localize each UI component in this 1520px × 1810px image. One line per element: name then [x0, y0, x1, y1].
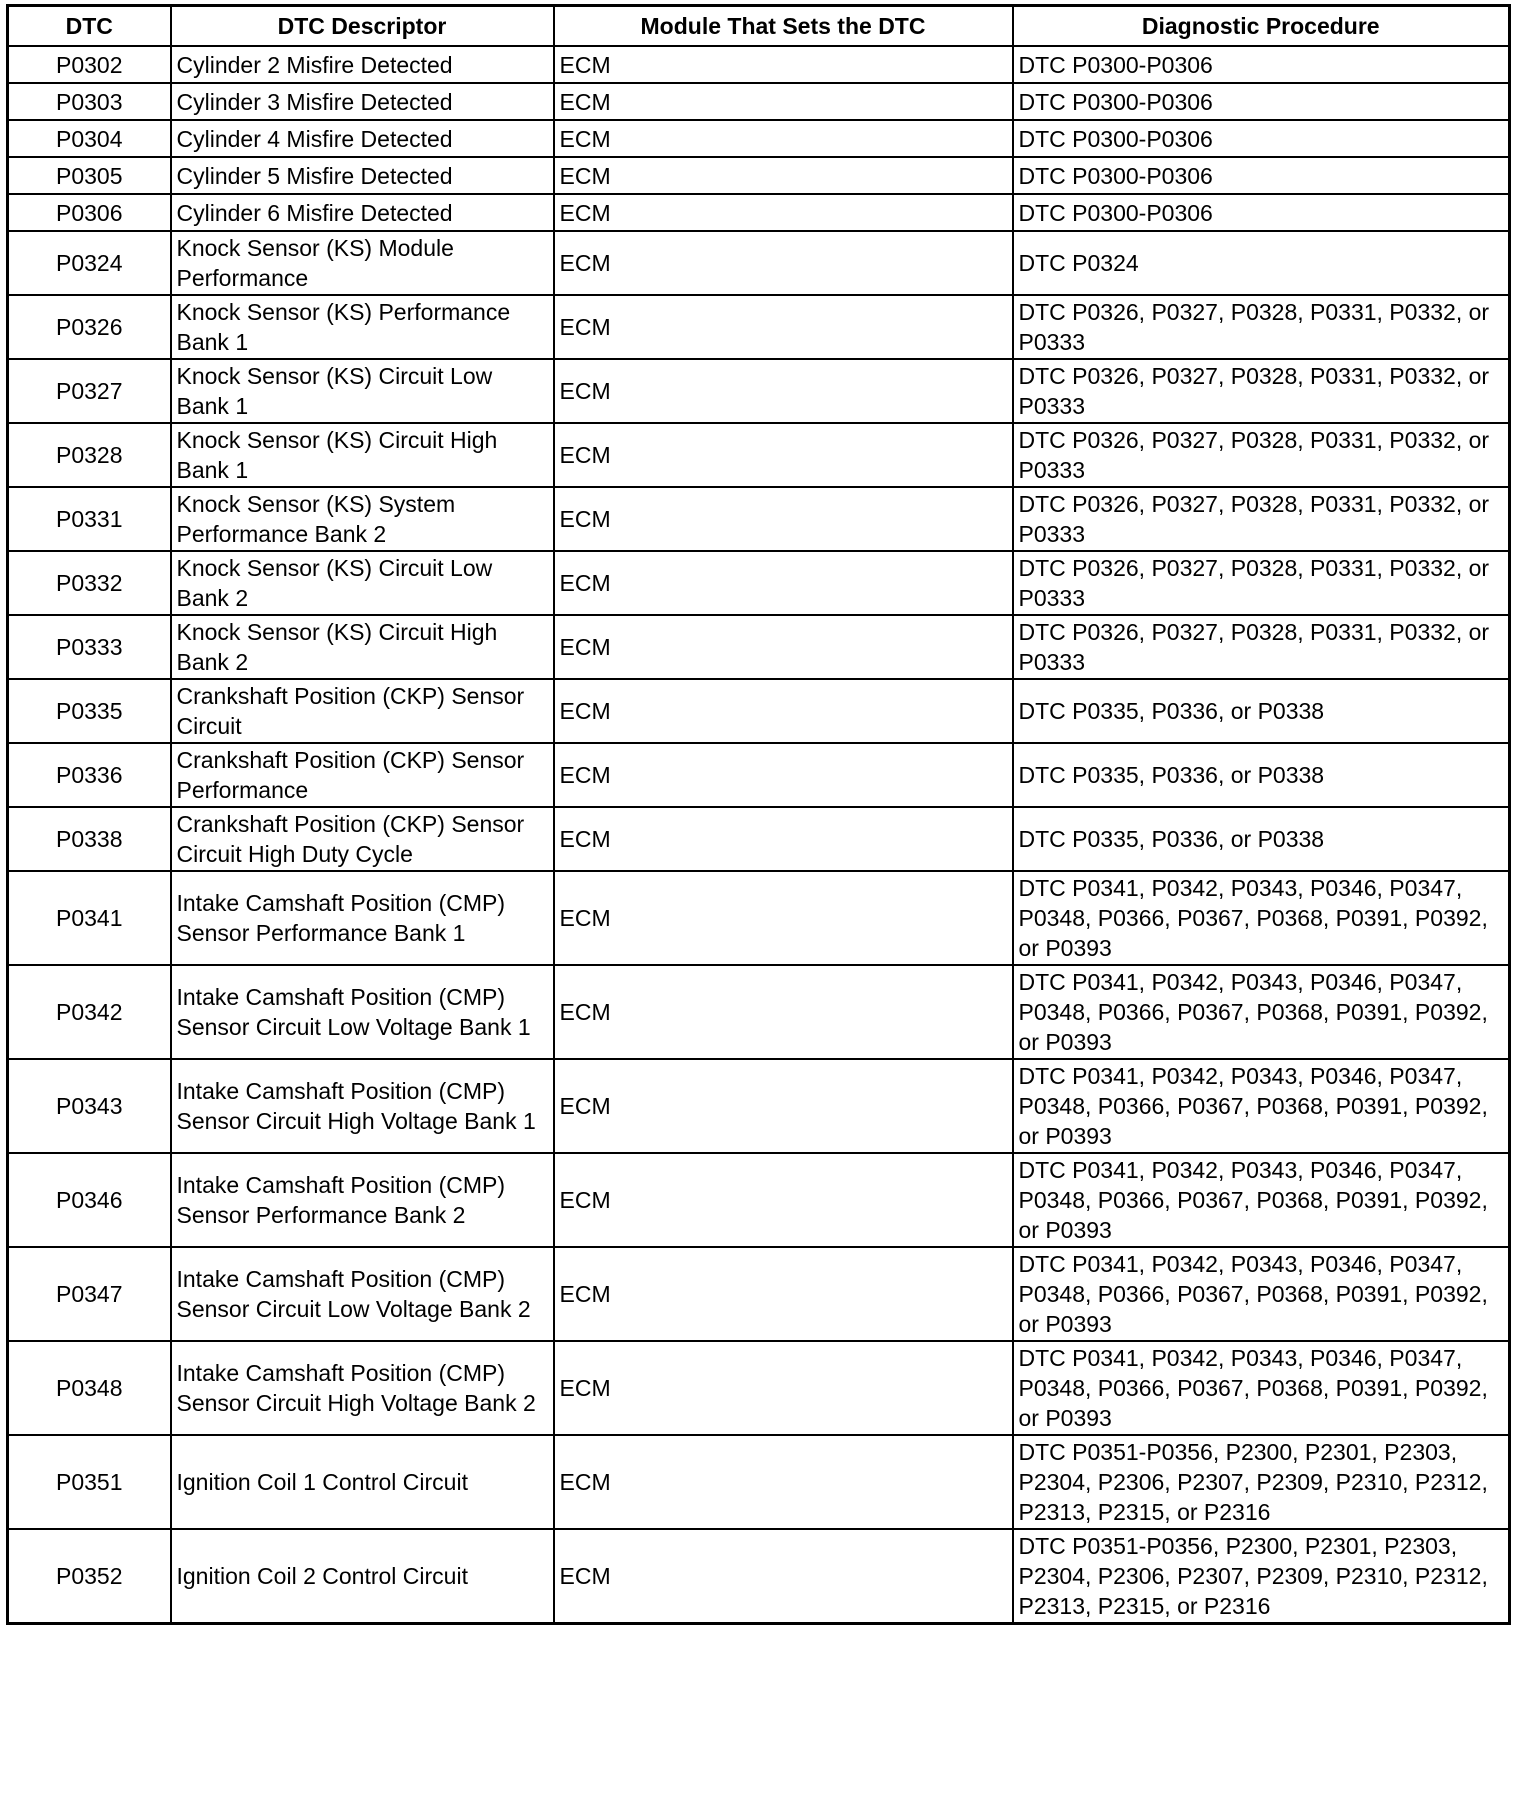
cell-module: ECM [554, 157, 1013, 194]
cell-dtc-code: P0302 [8, 46, 171, 83]
cell-diagnostic-procedure: DTC P0326, P0327, P0328, P0331, P0332, or P0333 [1013, 423, 1510, 487]
cell-diagnostic-procedure: DTC P0341, P0342, P0343, P0346, P0347, P0348, P0366, P0367, P0368, P0391, P0392, or P0393 [1013, 965, 1510, 1059]
cell-diagnostic-procedure: DTC P0300-P0306 [1013, 46, 1510, 83]
table-row [8, 120, 1510, 157]
cell-module: ECM [554, 1529, 1013, 1624]
cell-dtc-code: P0324 [8, 231, 171, 295]
cell-dtc-code: P0303 [8, 83, 171, 120]
cell-dtc-descriptor: Knock Sensor (KS) Circuit Low Bank 1 [171, 359, 554, 423]
cell-diagnostic-procedure: DTC P0341, P0342, P0343, P0346, P0347, P0348, P0366, P0367, P0368, P0391, P0392, or P0393 [1013, 1247, 1510, 1341]
dtc-table-container [6, 4, 1511, 1625]
cell-module: ECM [554, 551, 1013, 615]
cell-diagnostic-procedure: DTC P0341, P0342, P0343, P0346, P0347, P0348, P0366, P0367, P0368, P0391, P0392, or P0393 [1013, 1341, 1510, 1435]
cell-module: ECM [554, 1435, 1013, 1529]
cell-module: ECM [554, 487, 1013, 551]
cell-dtc-code: P0305 [8, 157, 171, 194]
cell-module: ECM [554, 423, 1013, 487]
table-header [8, 6, 1510, 47]
cell-dtc-code: P0338 [8, 807, 171, 871]
header-module: Module That Sets the DTC [554, 6, 1013, 47]
cell-dtc-descriptor: Cylinder 4 Misfire Detected [171, 120, 554, 157]
cell-module: ECM [554, 359, 1013, 423]
cell-diagnostic-procedure: DTC P0300-P0306 [1013, 157, 1510, 194]
cell-diagnostic-procedure: DTC P0326, P0327, P0328, P0331, P0332, or P0333 [1013, 487, 1510, 551]
cell-dtc-descriptor: Cylinder 3 Misfire Detected [171, 83, 554, 120]
cell-dtc-code: P0335 [8, 679, 171, 743]
cell-diagnostic-procedure: DTC P0326, P0327, P0328, P0331, P0332, or P0333 [1013, 359, 1510, 423]
cell-dtc-descriptor: Knock Sensor (KS) System Performance Bank 2 [171, 487, 554, 551]
cell-dtc-descriptor: Intake Camshaft Position (CMP) Sensor Circuit High Voltage Bank 2 [171, 1341, 554, 1435]
cell-diagnostic-procedure: DTC P0341, P0342, P0343, P0346, P0347, P0348, P0366, P0367, P0368, P0391, P0392, or P0393 [1013, 1059, 1510, 1153]
cell-diagnostic-procedure: DTC P0326, P0327, P0328, P0331, P0332, or P0333 [1013, 295, 1510, 359]
cell-dtc-code: P0348 [8, 1341, 171, 1435]
table-row [8, 1153, 1510, 1247]
cell-diagnostic-procedure: DTC P0351-P0356, P2300, P2301, P2303, P2304, P2306, P2307, P2309, P2310, P2312, P2313, P2315, or P2316 [1013, 1435, 1510, 1529]
cell-dtc-code: P0333 [8, 615, 171, 679]
table-row [8, 871, 1510, 965]
cell-module: ECM [554, 194, 1013, 231]
header-row [8, 6, 1510, 47]
cell-dtc-code: P0332 [8, 551, 171, 615]
table-row [8, 46, 1510, 83]
cell-dtc-code: P0341 [8, 871, 171, 965]
cell-diagnostic-procedure: DTC P0326, P0327, P0328, P0331, P0332, or P0333 [1013, 551, 1510, 615]
header-dtc-descriptor: DTC Descriptor [171, 6, 554, 47]
table-row [8, 1247, 1510, 1341]
cell-dtc-code: P0327 [8, 359, 171, 423]
cell-dtc-descriptor: Intake Camshaft Position (CMP) Sensor Performance Bank 1 [171, 871, 554, 965]
header-dtc: DTC [8, 6, 171, 47]
table-body [8, 46, 1510, 1624]
cell-dtc-descriptor: Cylinder 6 Misfire Detected [171, 194, 554, 231]
cell-dtc-code: P0346 [8, 1153, 171, 1247]
cell-module: ECM [554, 120, 1013, 157]
cell-module: ECM [554, 1153, 1013, 1247]
table-row [8, 679, 1510, 743]
cell-diagnostic-procedure: DTC P0335, P0336, or P0338 [1013, 679, 1510, 743]
header-diagnostic-procedure: Diagnostic Procedure [1013, 6, 1510, 47]
table-row [8, 1529, 1510, 1624]
cell-diagnostic-procedure: DTC P0335, P0336, or P0338 [1013, 807, 1510, 871]
cell-diagnostic-procedure: DTC P0351-P0356, P2300, P2301, P2303, P2304, P2306, P2307, P2309, P2310, P2312, P2313, P2315, or P2316 [1013, 1529, 1510, 1624]
cell-diagnostic-procedure: DTC P0324 [1013, 231, 1510, 295]
table-row [8, 743, 1510, 807]
cell-module: ECM [554, 743, 1013, 807]
table-row [8, 807, 1510, 871]
cell-module: ECM [554, 807, 1013, 871]
cell-module: ECM [554, 295, 1013, 359]
cell-module: ECM [554, 1341, 1013, 1435]
cell-dtc-descriptor: Crankshaft Position (CKP) Sensor Performance [171, 743, 554, 807]
cell-diagnostic-procedure: DTC P0326, P0327, P0328, P0331, P0332, or P0333 [1013, 615, 1510, 679]
cell-dtc-descriptor: Intake Camshaft Position (CMP) Sensor Circuit High Voltage Bank 1 [171, 1059, 554, 1153]
cell-diagnostic-procedure: DTC P0300-P0306 [1013, 120, 1510, 157]
cell-module: ECM [554, 871, 1013, 965]
table-row [8, 423, 1510, 487]
cell-diagnostic-procedure: DTC P0341, P0342, P0343, P0346, P0347, P0348, P0366, P0367, P0368, P0391, P0392, or P0393 [1013, 1153, 1510, 1247]
cell-dtc-code: P0343 [8, 1059, 171, 1153]
cell-diagnostic-procedure: DTC P0341, P0342, P0343, P0346, P0347, P0348, P0366, P0367, P0368, P0391, P0392, or P0393 [1013, 871, 1510, 965]
cell-dtc-descriptor: Knock Sensor (KS) Circuit High Bank 2 [171, 615, 554, 679]
cell-dtc-descriptor: Crankshaft Position (CKP) Sensor Circuit [171, 679, 554, 743]
cell-dtc-code: P0336 [8, 743, 171, 807]
cell-diagnostic-procedure: DTC P0335, P0336, or P0338 [1013, 743, 1510, 807]
cell-dtc-code: P0326 [8, 295, 171, 359]
cell-dtc-descriptor: Knock Sensor (KS) Module Performance [171, 231, 554, 295]
cell-dtc-descriptor: Intake Camshaft Position (CMP) Sensor Circuit Low Voltage Bank 1 [171, 965, 554, 1059]
cell-dtc-code: P0331 [8, 487, 171, 551]
table-row [8, 551, 1510, 615]
cell-module: ECM [554, 83, 1013, 120]
cell-module: ECM [554, 46, 1013, 83]
cell-dtc-descriptor: Knock Sensor (KS) Circuit Low Bank 2 [171, 551, 554, 615]
cell-module: ECM [554, 1247, 1013, 1341]
cell-dtc-descriptor: Knock Sensor (KS) Performance Bank 1 [171, 295, 554, 359]
table-row [8, 359, 1510, 423]
cell-dtc-code: P0306 [8, 194, 171, 231]
cell-dtc-descriptor: Ignition Coil 2 Control Circuit [171, 1529, 554, 1624]
table-row [8, 1435, 1510, 1529]
table-row [8, 965, 1510, 1059]
cell-dtc-code: P0304 [8, 120, 171, 157]
cell-dtc-code: P0347 [8, 1247, 171, 1341]
table-row [8, 194, 1510, 231]
cell-module: ECM [554, 965, 1013, 1059]
table-row [8, 1341, 1510, 1435]
cell-dtc-descriptor: Intake Camshaft Position (CMP) Sensor Circuit Low Voltage Bank 2 [171, 1247, 554, 1341]
table-row [8, 487, 1510, 551]
table-row [8, 295, 1510, 359]
dtc-table [6, 4, 1511, 1625]
cell-module: ECM [554, 679, 1013, 743]
cell-dtc-code: P0351 [8, 1435, 171, 1529]
cell-dtc-descriptor: Intake Camshaft Position (CMP) Sensor Performance Bank 2 [171, 1153, 554, 1247]
cell-dtc-code: P0342 [8, 965, 171, 1059]
cell-dtc-descriptor: Cylinder 5 Misfire Detected [171, 157, 554, 194]
table-row [8, 83, 1510, 120]
table-row [8, 1059, 1510, 1153]
cell-dtc-descriptor: Cylinder 2 Misfire Detected [171, 46, 554, 83]
cell-diagnostic-procedure: DTC P0300-P0306 [1013, 194, 1510, 231]
table-row [8, 157, 1510, 194]
cell-dtc-code: P0328 [8, 423, 171, 487]
cell-dtc-descriptor: Knock Sensor (KS) Circuit High Bank 1 [171, 423, 554, 487]
cell-dtc-code: P0352 [8, 1529, 171, 1624]
table-row [8, 615, 1510, 679]
cell-module: ECM [554, 1059, 1013, 1153]
table-row [8, 231, 1510, 295]
cell-module: ECM [554, 615, 1013, 679]
cell-diagnostic-procedure: DTC P0300-P0306 [1013, 83, 1510, 120]
cell-module: ECM [554, 231, 1013, 295]
cell-dtc-descriptor: Ignition Coil 1 Control Circuit [171, 1435, 554, 1529]
cell-dtc-descriptor: Crankshaft Position (CKP) Sensor Circuit High Duty Cycle [171, 807, 554, 871]
